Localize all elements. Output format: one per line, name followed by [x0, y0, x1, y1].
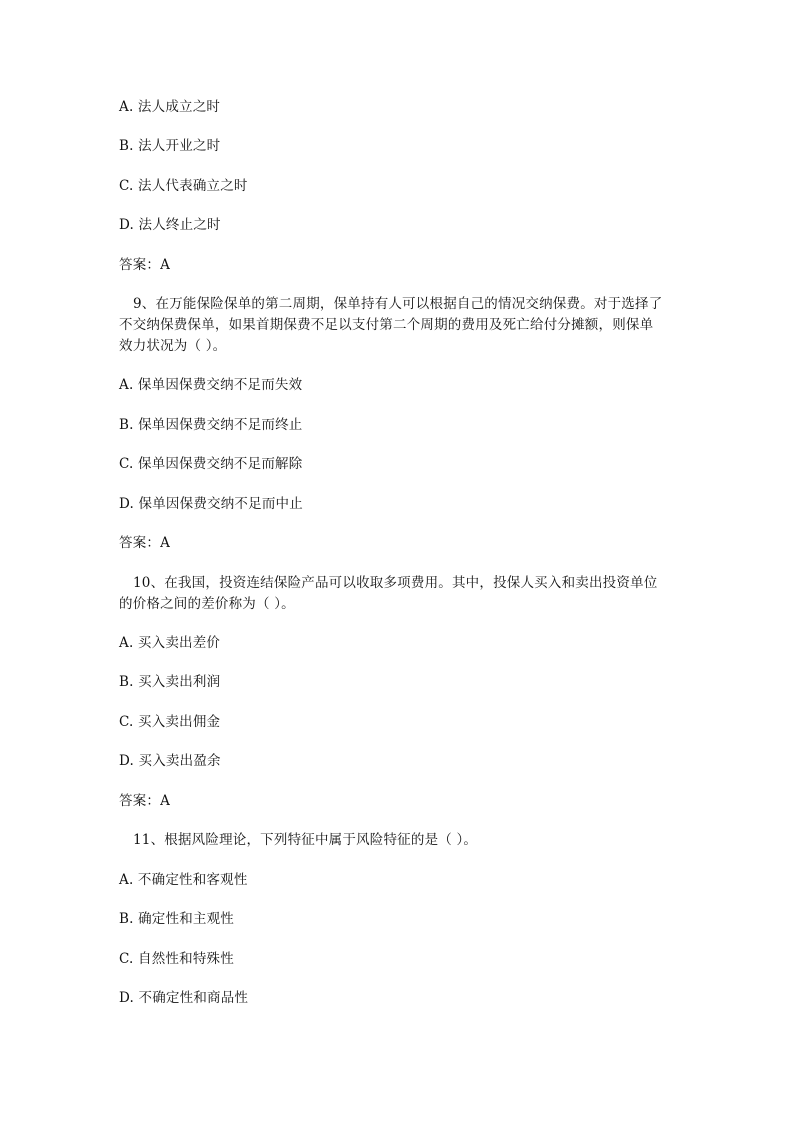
q10-option-d: D. 买入卖出盈余: [119, 753, 221, 769]
q9-option-a: A. 保单因保费交纳不足而失效: [119, 377, 303, 393]
q10-answer: 答案：A: [119, 793, 171, 809]
q10-stem-line-1: 10、在我国，投资连结保险产品可以收取多项费用。其中，投保人买入和卖出投资单位: [133, 575, 658, 591]
q10-stem-line-2: 的价格之间的差价称为（ ）。: [119, 596, 295, 612]
q9-stem-line-3: 效力状况为（ ）。: [119, 338, 227, 354]
q11-option-d: D. 不确定性和商品性: [119, 990, 249, 1006]
q11-option-c: C. 自然性和特殊性: [119, 951, 234, 967]
q9-stem-line-2: 不交纳保费保单，如果首期保费不足以支付第二个周期的费用及死亡给付分摊额，则保单: [119, 317, 654, 333]
q9-option-d: D. 保单因保费交纳不足而中止: [119, 496, 303, 512]
q9-option-b: B. 保单因保费交纳不足而终止: [119, 417, 303, 433]
q11-option-b: B. 确定性和主观性: [119, 911, 235, 927]
q10-option-c: C. 买入卖出佣金: [119, 714, 221, 730]
q10-option-a: A. 买入卖出差价: [119, 635, 221, 651]
q8-option-d: D. 法人终止之时: [119, 217, 221, 233]
q8-option-a: A. 法人成立之时: [119, 99, 221, 115]
q9-answer: 答案：A: [119, 535, 171, 551]
q8-option-c: C. 法人代表确立之时: [119, 178, 248, 194]
q11-option-a: A. 不确定性和客观性: [119, 872, 248, 888]
q9-stem-line-1: 9、在万能保险保单的第二周期，保单持有人可以根据自己的情况交纳保费。对于选择了: [133, 296, 663, 312]
q9-option-c: C. 保单因保费交纳不足而解除: [119, 456, 303, 472]
q8-answer: 答案：A: [119, 257, 171, 273]
q8-option-b: B. 法人开业之时: [119, 138, 221, 154]
q11-stem-line-1: 11、根据风险理论，下列特征中属于风险特征的是（ ）。: [133, 832, 478, 848]
q10-option-b: B. 买入卖出利润: [119, 674, 221, 690]
